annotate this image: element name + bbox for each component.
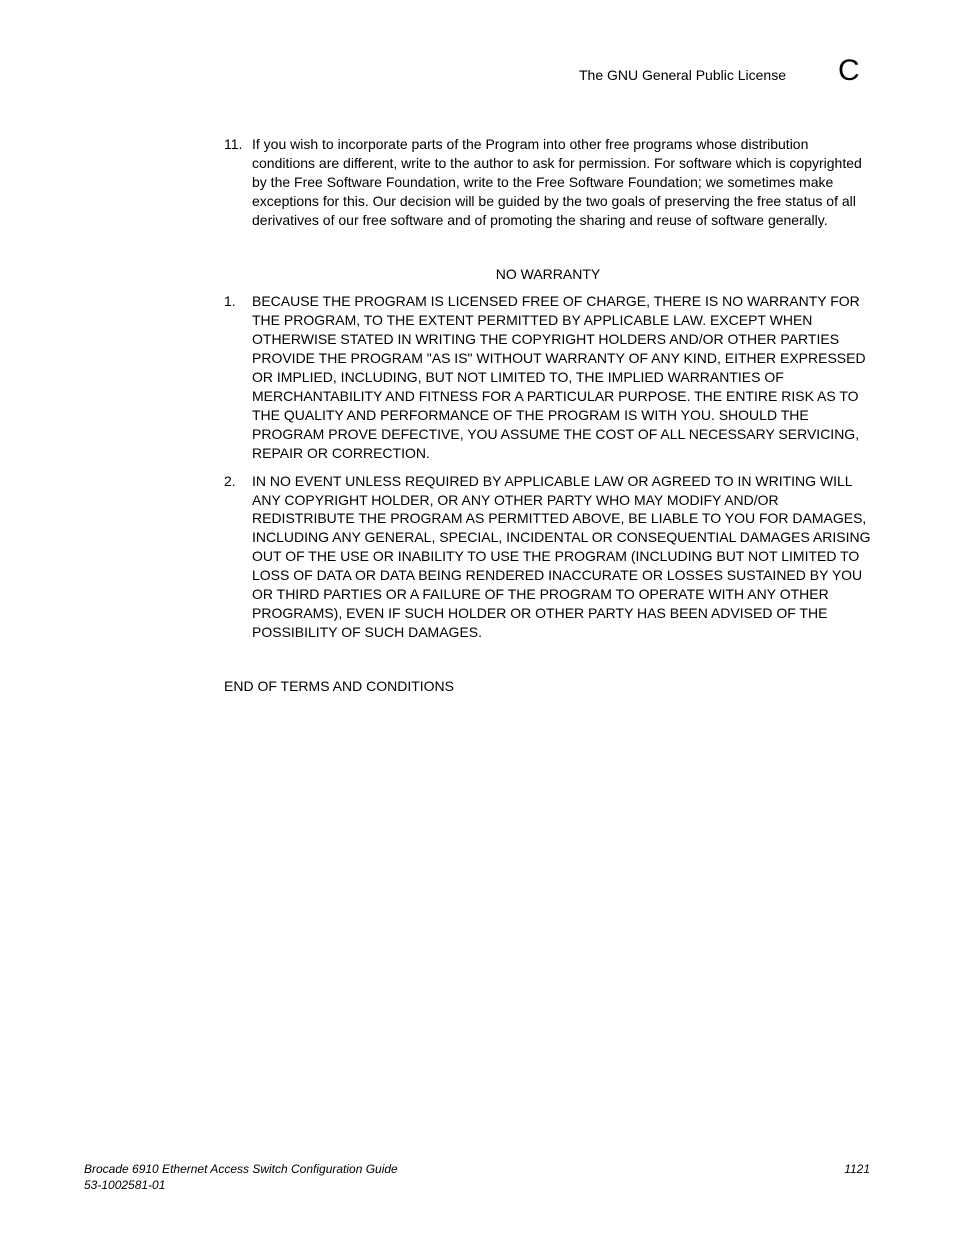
- list-item-number: 2.: [224, 472, 236, 489]
- section-heading: NO WARRANTY: [495, 265, 601, 282]
- list-item-text: If you wish to incorporate parts of the Program into other free programs whose distribution conditions are different, write to the author to ask for permission. For software which is copyrighted by the Free Software Foundation, write to the Free Software Foundation; we sometimes make exceptions for this. Our decision will be guided by the two goals of preserving the free status of all derivatives of our free software and of promoting the sharing and reuse of software generally.: [252, 136, 862, 228]
- warranty-list: [224, 292, 872, 641]
- list-item-number: 11.: [224, 136, 243, 152]
- page-number: 1121: [844, 1162, 870, 1176]
- page-body: [224, 135, 872, 696]
- page-footer: [84, 1161, 870, 1193]
- list-item: [224, 292, 872, 462]
- list-item: [224, 472, 872, 642]
- list-item-text: BECAUSE THE PROGRAM IS LICENSED FREE OF CHARGE, THERE IS NO WARRANTY FOR THE PROGRAM, TO THE EXTENT PERMITTED BY APPLICABLE LAW. EXCEPT WHEN OTHERWISE STATED IN WRITING THE COPYRIGHT HOLDERS AND/OR OTHER PARTIES PROVIDE THE PROGRAM "AS IS" WITHOUT WARRANTY OF ANY KIND, EITHER EXPRESSED OR IMPLIED, INCLUDING, BUT NOT LIMITED TO, THE IMPLIED WARRANTIES OF MERCHANTABILITY AND FITNESS FOR A PARTICULAR PURPOSE. THE ENTIRE RISK AS TO THE QUALITY AND PERFORMANCE OF THE PROGRAM IS WITH YOU. SHOULD THE PROGRAM PROVE DEFECTIVE, YOU ASSUME THE COST OF ALL NECESSARY SERVICING, REPAIR OR CORRECTION.: [252, 293, 866, 461]
- footer-doc-number: 53-1002581-01: [84, 1178, 166, 1192]
- list-item: [224, 135, 872, 230]
- list-item-text: IN NO EVENT UNLESS REQUIRED BY APPLICABLE LAW OR AGREED TO IN WRITING WILL ANY COPYRIGHT HOLDER, OR ANY OTHER PARTY WHO MAY MODIFY AND/OR REDISTRIBUTE THE PROGRAM AS PERMITTED ABOVE, BE LIABLE TO YOU FOR DAMAGES, INCLUDING ANY GENERAL, SPECIAL, INCIDENTAL OR CONSEQUENTIAL DAMAGES ARISING OUT OF THE USE OR INABILITY TO USE THE PROGRAM (INCLUDING BUT NOT LIMITED TO LOSS OF DATA OR DATA BEING RENDERED INACCURATE OR LOSSES SUSTAINED BY YOU OR THIRD PARTIES OR A FAILURE OF THE PROGRAM TO OPERATE WITH ANY OTHER PROGRAMS), EVEN IF SUCH HOLDER OR OTHER PARTY HAS BEEN ADVISED OF THE POSSIBILITY OF SUCH DAMAGES.: [252, 472, 871, 640]
- end-of-terms: END OF TERMS AND CONDITIONS: [224, 677, 454, 694]
- list-item-number: 1.: [224, 293, 236, 310]
- header-title: The GNU General Public License: [579, 67, 786, 83]
- appendix-letter: C: [838, 54, 860, 87]
- footer-guide-title: Brocade 6910 Ethernet Access Switch Configuration Guide: [84, 1162, 398, 1176]
